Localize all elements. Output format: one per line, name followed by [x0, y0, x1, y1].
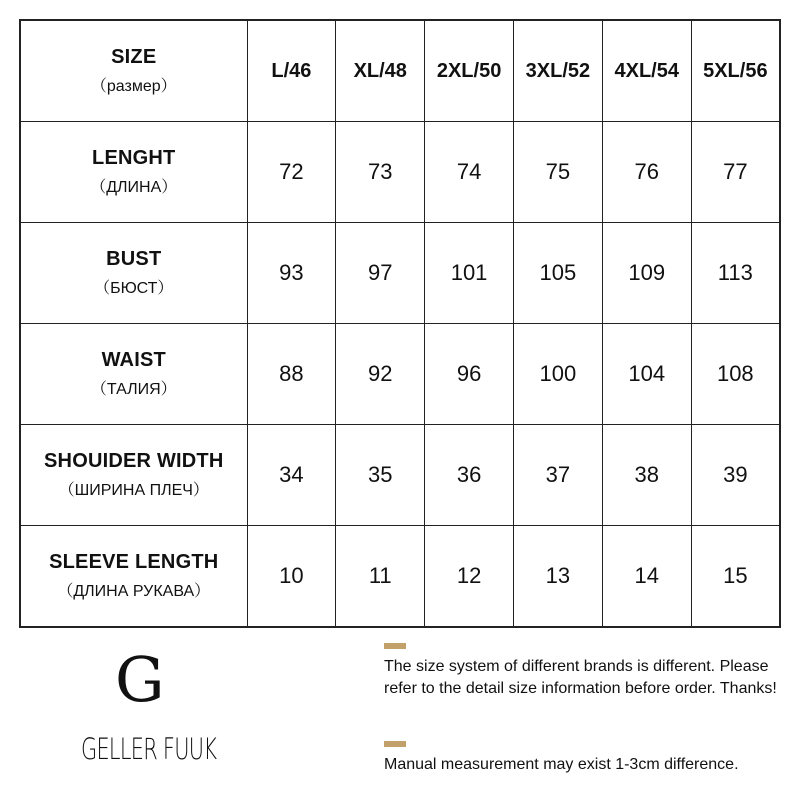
value-cell: 75 — [513, 122, 602, 223]
value-cell: 37 — [513, 425, 602, 526]
row-label-cell — [20, 526, 247, 628]
note-measurement — [384, 741, 784, 776]
row-label-ru: （ДЛИНА РУКАВА） — [57, 583, 211, 600]
value-cell: 74 — [425, 122, 514, 223]
value-cell: 113 — [691, 223, 780, 324]
row-label-cell — [20, 223, 247, 324]
row-label-cell — [20, 425, 247, 526]
row-label-en: BUST — [106, 248, 162, 270]
size-header-cell: 5XL/56 — [691, 20, 780, 122]
size-header-cell: 4XL/54 — [602, 20, 691, 122]
row-label-ru: （ДЛИНА） — [90, 179, 178, 196]
value-cell: 72 — [247, 122, 336, 223]
table-header-row — [20, 20, 780, 122]
header-label-cell — [20, 20, 247, 122]
note-text: The size system of different brands is different. Please refer to the detail size information before order. Thanks! — [384, 658, 777, 697]
value-cell: 93 — [247, 223, 336, 324]
logo-brand-name: GELLER FUUK — [81, 732, 217, 766]
value-cell: 73 — [336, 122, 425, 223]
table-row — [20, 425, 780, 526]
value-cell: 15 — [691, 526, 780, 628]
value-cell: 35 — [336, 425, 425, 526]
row-label-ru: （ШИРИНА ПЛЕЧ） — [58, 482, 209, 499]
value-cell: 97 — [336, 223, 425, 324]
value-cell: 100 — [513, 324, 602, 425]
accent-bar — [384, 741, 406, 747]
value-cell: 38 — [602, 425, 691, 526]
value-cell: 105 — [513, 223, 602, 324]
value-cell: 34 — [247, 425, 336, 526]
table-row — [20, 223, 780, 324]
value-cell: 14 — [602, 526, 691, 628]
value-cell: 11 — [336, 526, 425, 628]
row-label-en: LENGHT — [92, 147, 176, 169]
value-cell: 101 — [425, 223, 514, 324]
value-cell: 96 — [425, 324, 514, 425]
row-label-cell — [20, 122, 247, 223]
value-cell: 77 — [691, 122, 780, 223]
row-label-ru: （ТАЛИЯ） — [90, 381, 177, 398]
value-cell: 108 — [691, 324, 780, 425]
table-row — [20, 122, 780, 223]
row-label-en: SLEEVE LENGTH — [49, 551, 219, 573]
value-cell: 109 — [602, 223, 691, 324]
accent-bar — [384, 643, 406, 649]
row-label-en: SHOUIDER WIDTH — [44, 450, 224, 472]
brand-logo — [60, 643, 217, 775]
value-cell: 10 — [247, 526, 336, 628]
value-cell: 92 — [336, 324, 425, 425]
size-chart-table — [19, 19, 781, 628]
size-header-cell: L/46 — [247, 20, 336, 122]
table-row — [20, 324, 780, 425]
value-cell: 13 — [513, 526, 602, 628]
row-label-en: WAIST — [101, 349, 166, 371]
value-cell: 104 — [602, 324, 691, 425]
row-label-cell — [20, 324, 247, 425]
note-text: Manual measurement may exist 1-3cm difference. — [384, 756, 739, 773]
logo-letter: G — [115, 643, 165, 716]
size-header-cell: 2XL/50 — [425, 20, 514, 122]
note-size-system — [384, 643, 784, 700]
row-label-ru: （БЮСТ） — [94, 280, 174, 297]
size-header-cell: XL/48 — [336, 20, 425, 122]
header-label-en: SIZE — [111, 46, 157, 68]
value-cell: 88 — [247, 324, 336, 425]
header-label-ru: （размер） — [90, 78, 177, 95]
value-cell: 39 — [691, 425, 780, 526]
table-row — [20, 526, 780, 628]
size-header-cell: 3XL/52 — [513, 20, 602, 122]
value-cell: 36 — [425, 425, 514, 526]
value-cell: 12 — [425, 526, 514, 628]
value-cell: 76 — [602, 122, 691, 223]
